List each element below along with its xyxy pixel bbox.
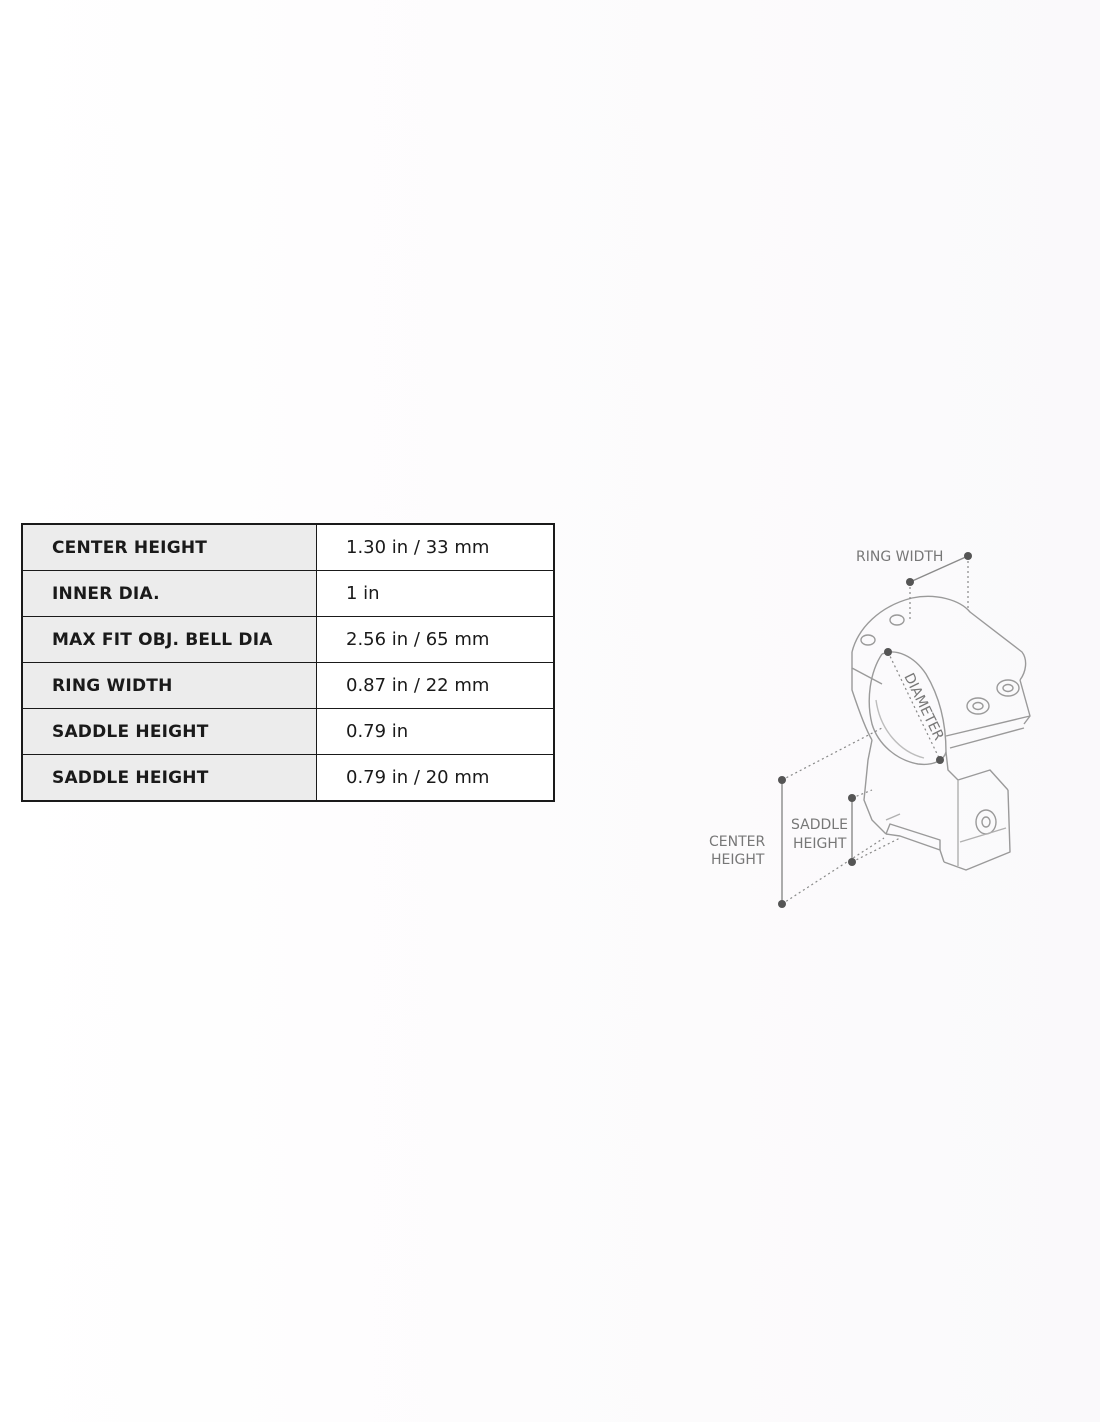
table-row [22,571,554,617]
spec-value: 2.56 in / 65 mm [317,617,555,663]
spec-value: 1.30 in / 33 mm [317,524,555,571]
spec-label: INNER DIA. [22,571,317,617]
table-row [22,617,554,663]
spec-value: 0.87 in / 22 mm [317,663,555,709]
spec-label: SADDLE HEIGHT [22,709,317,755]
saddle-height-label-line2: HEIGHT [793,836,847,852]
spec-label: CENTER HEIGHT [22,524,317,571]
spec-label: RING WIDTH [22,663,317,709]
ring-width-label: RING WIDTH [856,549,944,565]
center-height-label-line2: HEIGHT [711,852,765,868]
spec-value: 0.79 in [317,709,555,755]
diameter-label: DIAMETER [900,670,947,743]
spec-label: MAX FIT OBJ. BELL DIA [22,617,317,663]
scope-ring-diagram [690,535,1050,925]
table-row [22,524,554,571]
spec-value: 0.79 in / 20 mm [317,755,555,802]
center-height-label-line1: CENTER [709,834,766,850]
specs-table [21,523,555,802]
saddle-height-label-line1: SADDLE [791,817,848,833]
table-row [22,709,554,755]
spec-label: SADDLE HEIGHT [22,755,317,802]
spec-value: 1 in [317,571,555,617]
table-row [22,755,554,802]
table-row [22,663,554,709]
